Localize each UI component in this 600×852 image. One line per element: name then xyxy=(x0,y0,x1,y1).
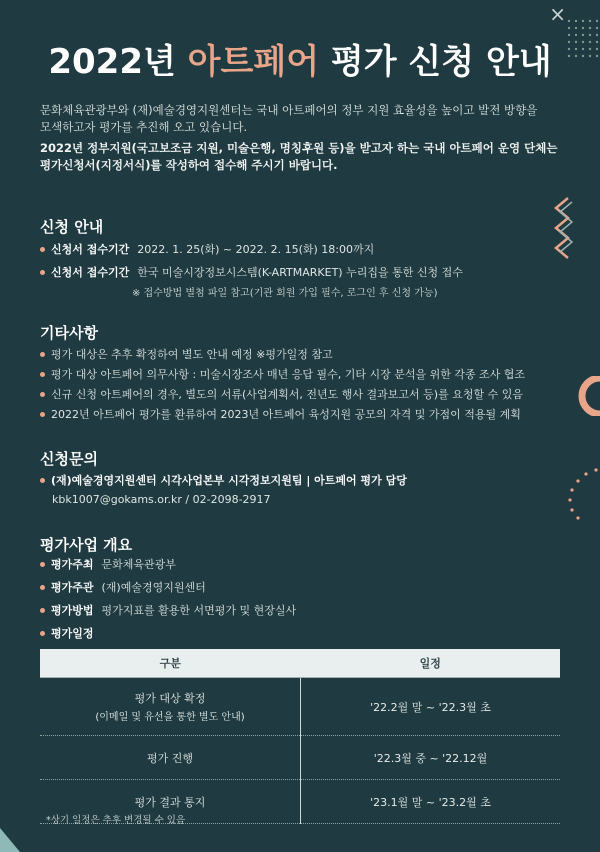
overview-host-label: 평가주최 xyxy=(51,558,94,571)
overview-method-label: 평가방법 xyxy=(51,604,94,617)
table-header-date: 일정 xyxy=(301,649,561,678)
misc-item xyxy=(40,368,525,382)
schedule-footnote: *상기 일정은 추후 변경될 수 있음 xyxy=(46,815,186,826)
section-title-contact: 신청문의 xyxy=(40,450,98,468)
overview-host-value: 문화체육관광부 xyxy=(101,558,176,571)
table-cell-date: '22.3월 중 ~ '22.12월 xyxy=(301,736,561,780)
close-icon[interactable]: × xyxy=(549,2,566,26)
misc-item-text: 신규 신청 아트페어의 경우, 별도의 서류(사업계획서, 전년도 행사 결과보고서 등)를 요청할 수 있음 xyxy=(51,388,523,401)
overview-schedule-label: 평가일정 xyxy=(51,627,94,640)
table-row xyxy=(40,678,560,736)
bullet-icon xyxy=(40,392,45,397)
apply-method-value: 한국 미술시장정보시스템(K-ARTMARKET) 누리집을 통한 신청 접수 xyxy=(137,266,463,279)
bullet-icon xyxy=(40,412,45,417)
title-accent: 아트페어 xyxy=(187,42,320,82)
misc-item-text: 평가 대상 아트페어 의무사항 : 미술시장조사 매년 응답 필수, 기타 시장 분석을 위한 각종 조사 협조 xyxy=(51,368,526,381)
intro-line-bold: 2022년 정부지원(국고보조금 지원, 미술은행, 명칭후원 등)을 받고자 하는 국내 아트페어 운영 단체는 xyxy=(40,141,558,155)
schedule-item-sub: (이메일 및 유선을 통한 별도 안내) xyxy=(95,712,245,723)
table-cell-date: '23.1월 말 ~ '23.2월 초 xyxy=(301,780,561,824)
title-rest: 평가 신청 안내 xyxy=(319,42,552,82)
dotted-arc-decoration xyxy=(560,466,600,526)
table-header-category: 구분 xyxy=(40,649,301,678)
misc-item xyxy=(40,348,333,362)
misc-item xyxy=(40,388,523,402)
table-cell-category xyxy=(40,678,301,736)
bullet-icon xyxy=(40,478,45,483)
intro-line: 문화체육관광부와 (재)예술경영지원센터는 국내 아트페어의 정부 지원 효율성을 높이고 발전 방향을 xyxy=(40,103,538,117)
contact-org-row xyxy=(40,474,407,488)
table-header-row xyxy=(40,649,560,678)
overview-host-row xyxy=(40,558,176,572)
page-title xyxy=(0,34,600,83)
table-row xyxy=(40,736,560,780)
bullet-icon xyxy=(40,270,45,275)
bullet-icon xyxy=(40,631,45,636)
misc-item xyxy=(40,408,521,422)
section-title-apply: 신청 안내 xyxy=(40,218,104,236)
bullet-icon xyxy=(40,352,45,357)
apply-period-value: 2022. 1. 25(화) ~ 2022. 2. 15(화) 18:00까지 xyxy=(137,243,375,256)
contact-info: kbk1007@gokams.or.kr / 02-2098-2917 xyxy=(52,493,271,506)
apply-period-label: 신청서 접수기간 xyxy=(51,243,130,256)
contact-org: (재)예술경영지원센터 시각사업본부 시각정보지원팀 | 아트페어 평가 담당 xyxy=(51,474,407,487)
apply-method-note: ※ 접수방법 별첨 파일 참고(기관 회원 가입 필수, 로그인 후 신청 가능) xyxy=(132,288,438,299)
apply-period-row xyxy=(40,243,374,257)
zigzag-decoration xyxy=(550,196,574,262)
section-title-overview: 평가사업 개요 xyxy=(40,536,133,554)
table-cell-date: '22.2월 말 ~ '22.3월 초 xyxy=(301,678,561,736)
bullet-icon xyxy=(40,585,45,590)
apply-method-label: 신청서 접수기간 xyxy=(51,266,130,279)
apply-method-row xyxy=(40,266,463,280)
half-circle-decoration xyxy=(568,376,600,416)
misc-item-text: 2022년 아트페어 평가를 환류하여 2023년 아트페어 육성지원 공모의 자격 및 가점이 적용될 계획 xyxy=(51,408,521,421)
intro-line-bold: 평가신청서(지정서식)를 작성하여 접수해 주시기 바랍니다. xyxy=(40,158,338,172)
section-title-misc: 기타사항 xyxy=(40,324,98,342)
misc-item-text: 평가 대상은 추후 확정하여 별도 안내 예정 ※평가일정 참고 xyxy=(51,348,333,361)
title-year: 2022년 xyxy=(48,42,188,82)
overview-schedule-row xyxy=(40,627,102,641)
bullet-icon xyxy=(40,247,45,252)
schedule-table xyxy=(40,649,560,824)
table-cell-category: 평가 결과 통지 xyxy=(40,780,301,824)
overview-org-value: (재)예술경영지원센터 xyxy=(101,581,206,594)
schedule-item: 평가 대상 확정 xyxy=(134,692,206,705)
intro-text xyxy=(40,102,560,174)
bullet-icon xyxy=(40,372,45,377)
overview-method-value: 평가지표를 활용한 서면평가 및 현장실사 xyxy=(101,604,297,617)
overview-org-row xyxy=(40,581,206,595)
bullet-icon xyxy=(40,562,45,567)
overview-method-row xyxy=(40,604,296,618)
bullet-icon xyxy=(40,608,45,613)
overview-org-label: 평가주관 xyxy=(51,581,94,594)
table-cell-category: 평가 진행 xyxy=(40,736,301,780)
corner-triangle-decoration xyxy=(0,828,20,852)
intro-line: 모색하고자 평가를 추진해 오고 있습니다. xyxy=(40,120,248,134)
